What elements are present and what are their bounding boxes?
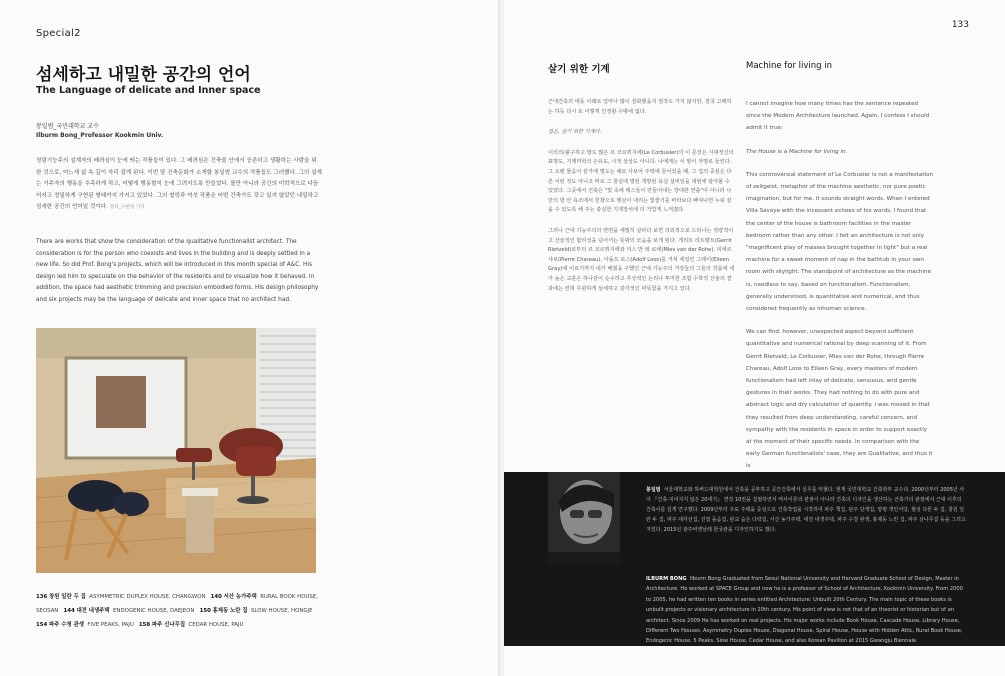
- caption-item: 150 홍제동 노란 집 SLOW HOUSE, HONGJE: [199, 608, 313, 614]
- body-column-korean: [548, 98, 736, 305]
- body-paragraph: We can find, however, unexpected aspect beyond sufficient quantitative and numerical rational by deep scanning of it. From Gerrit Rietveld, Le Corbusier, Mies van der Rohe, through Pierre Chareau, Adolf Loos to Eileen Gray, every masters of modern functionalism had left inlay of delicate, sensuous, and gentle gestures in their works. They had nothing to do with pure and abstract logic and dry calculation of quantity. I was moved in that they resulted from deep understanding, careful concern, and sympathy with the residents in space in order to support exactly at the moment of their specific needs. In comparison with the early German functionalists' case, they are Qualitative, and thus it is: [746, 329, 933, 470]
- author-bio-panel: [504, 472, 1005, 646]
- bio-english: [646, 574, 968, 647]
- body-paragraph: 이의의(불구하고 말도 많은 르 코르뷔지에(Le Corbusier)의 이 문장은 시대정신의 표명도, 기계미학의 은유도, 시적 상상도 아니다. 나에게는 이 말이 자명로 들린다. 그 오랜 물음이 끝가에 멀도는 채로 사보아 주택에 들어섰을 때, 그 집의 중심은 다른 어떤 것도 아니고 바로 그 창실에 멀된 개방된 욕실 설비임을 대번에 알아볼 수 있었다. 그곳에서 건축은 "빛 속에 매스들이 만들어내는 장대한 연출"이 아니라 나만의 방 안 욕조에서 천창으로 햇살이 내리는 빛줄기를 바라보다 빠져나면 누워 잠을 수 있도록 해 주는 충실한 기계장치에 더 가깝게 느껴졌다.: [548, 149, 734, 214]
- author-korean: 봉일범_국민대학교 교수: [36, 123, 99, 130]
- intro-paragraph-english: There are works that show the consideration of the qualitative functionalist architect. The consideration is for the person who coexists and lives in the building and is deeply settled in a new life. So did Prof. Bong's projects, which will be introduced in this month special of A&C. His design led him to speculate on the behavior of the residents and to visualize how it behaved. In addition, the space had aesthetic trimming and precision embodied forms. His design philosophy and six projects may be the language of delicate and inner space that no architect had.: [36, 239, 319, 303]
- caption-item: 158 파주 신나무집 CEDAR HOUSE, PAJU: [138, 622, 244, 628]
- caption-item: 136 창원 일란 두 집 ASYMMETRIC DUPLEX HOUSE, CHANGWON: [36, 594, 206, 600]
- bio-name-korean: 봉일범: [646, 487, 661, 493]
- bio-text-english: Ilburm Bong Graduated from Seoul National University and Harvard Graduate School of Design, Master in Architecture. He worked at SPACE Group and now he is a professor of School of Architecture, Kookmin University. From 2000 to 2005, he had written ten books in series entitled Architecture: Unbuilt 20th Century. The main topic of these books is unbuilt projects or visionary architecture in 20th century. His point of view is not that of an theorist or historian but of an architect. Since 2009 He has worked on real projects. His major works include Book House, Cascade House, Library House, Different Two Houses, Asymmetry Duplex House, Diagonal House, Spiral House, House with Hidden Attic, Rural Book House, Endogenic House, 5 Peaks, Slow House, Cedar House, and also Korean Pavilion at 2015 Gwangju Biennale.: [646, 576, 963, 645]
- intro-paragraph-korean: [36, 156, 322, 214]
- body-quote: 집은, 살기 위한 기계다.: [548, 129, 602, 136]
- body-paragraph: This controversial statement of Le Corbusier is not a manifestation of zeitgeist, metaphor of the machine aesthetic, nor pure poetic imagination, but for me, it sounds straight words. When I entered Villa Savoye with the incessant echoes of his words, I found that the center of the house is bathroom facilities in the master bedroom rather than any other. I felt an architecture is not only "magnificent play of masses brought together in light" but a real machine for a sweet moment of nap in the bathtub in your own room with skylight. The standpoint of architecture as the machine is, needless to say, based on functionalism. Functionalism, generally understood, is quantitative and numerical, and thus considered frequently as inhuman science.: [746, 171, 934, 313]
- interior-photo: [36, 328, 316, 573]
- author-portrait: [548, 472, 620, 564]
- body-paragraph: 근대건축의 태동 이래로 얼마나 많이 질화했을지 짐작도 가지 않지만, 결국 고해하는 하듯 다시 또 이렇게 인정할 수밖에 없다.: [548, 99, 732, 115]
- section-heading-korean: 살기 위한 기계: [548, 64, 610, 75]
- author-english: Ilburm Bong_Professor Kookmin Univ.: [36, 132, 164, 139]
- page-title-english: The Language of delicate and Inner space: [36, 85, 261, 96]
- body-paragraph: 그러나 근대 기능주의의 면면을 세밀히 살피다 보면 의외적으로 드러나는 정량적이고 산술적인 합리성을 넘어서는 뜻밖의 모습을 보게 된다. 게리트 리트벨트(Gerrit Rietveld)로부터 르 코르뷔지에와 미스 반 데 로에(Mies van der Rohe), 피에르 샤로(Pierre Chareau), 아돌프 로스(Adolf Loos)를 거쳐 에일린 그레이(Eileen Gray)에 이르기까지 내가 배웠을 구했던 근대 기능주의 거장들의 그들의 작품에 세가 높은 교훈은 하나같이 순수하고 추상적인 논리나 투미한 조합 수학적 산술의 결과에는 전혀 무관하게 섬세하고 감각적인 따뜻함을 가지고 있다.: [548, 227, 735, 292]
- caption-item: 154 파주 수청 관생 FIVE PEAKS, PAJU: [36, 622, 134, 628]
- section-heading-english: Machine for living in: [746, 61, 833, 71]
- intro-credit: 정리_구현경 기자: [109, 205, 145, 211]
- body-paragraph: I cannot imagine how many times has the sentence repeated since the Modern Architecture launched. Again, I confess I should admit it true:: [746, 101, 930, 132]
- project-captions: [36, 590, 326, 632]
- page-title-korean: 섬세하고 내밀한 공간의 언어: [36, 65, 251, 85]
- bio-text-korean: 서울대학교와 하버드대학원에서 건축을 공부하고 공간건축에서 실무를 익혔다. 현재 국민대학교 건축학부 교수다. 2000년부터 2005년 사이 『건축-지어지지 않은 20세기』 연작 10권을 집필하면서 역사이론의 관점이 아니라 건축의 디자인을 생산하는 건축가의 관점에서 근대 이후의 건축사를 깊게 연구했다. 2009년부터 주로 주택을 중심으로 건축작업을 시작하여 파주 책집, 판주 단개집, 양평 개인서당, 월성 다른 두 집, 창원 일란 두 집, 파주 대각선집, 진접 돌음집, 판교 숨은 다락집, 서산 농가주택, 대전 내생주택, 파주 수청 관생, 홍제동 느린 집, 파주 삼나무집 등을 그리고 지었다. 2015년 광주비엔날레 한국관을 디자인하기도 했다.: [646, 487, 966, 533]
- bio-korean: [646, 485, 968, 535]
- intro-text-korean: 청림기능주의 설계자의 배려심이 눈에 띄는 작품들이 있다. 그 배려심은 건축물 안에서 공존하고 생활하는 사람을 위한 것으로, 어느새 삶 속 깊이 자리 잡게 된다. 이번 달 건축문화가 소개할 봉일범 교수의 작품들도 그러했다. 그의 설계는 거주자의 행동을 추측하게 하고, 어떻게 행동할지 눈에 그려지도록 만들었다. 볼만 아니라 공간의 미학적으로 다듬어지고 정밀하게 구현된 형태까지 가지고 있었다. 그의 철학과 여섯 작품은 어떤 건축가도 갖고 있지 않았던 내밀하고 섬세한 공간의 언어일 것이다.: [36, 158, 322, 211]
- author-block: [36, 122, 163, 140]
- body-column-english: [746, 98, 934, 484]
- bio-name-english: ILBURM BONG: [646, 576, 687, 582]
- caption-item: 140 서산 농가주택 RURAL BOOK HOUSE, SEOSAN: [36, 594, 318, 614]
- caption-item: 144 대전 내생주택 ENDOGENIC HOUSE, DAEJEON: [63, 608, 195, 614]
- page-number: 133: [951, 20, 969, 30]
- body-quote: The House is a Machine for living in.: [746, 148, 848, 155]
- section-label: Special2: [36, 28, 81, 39]
